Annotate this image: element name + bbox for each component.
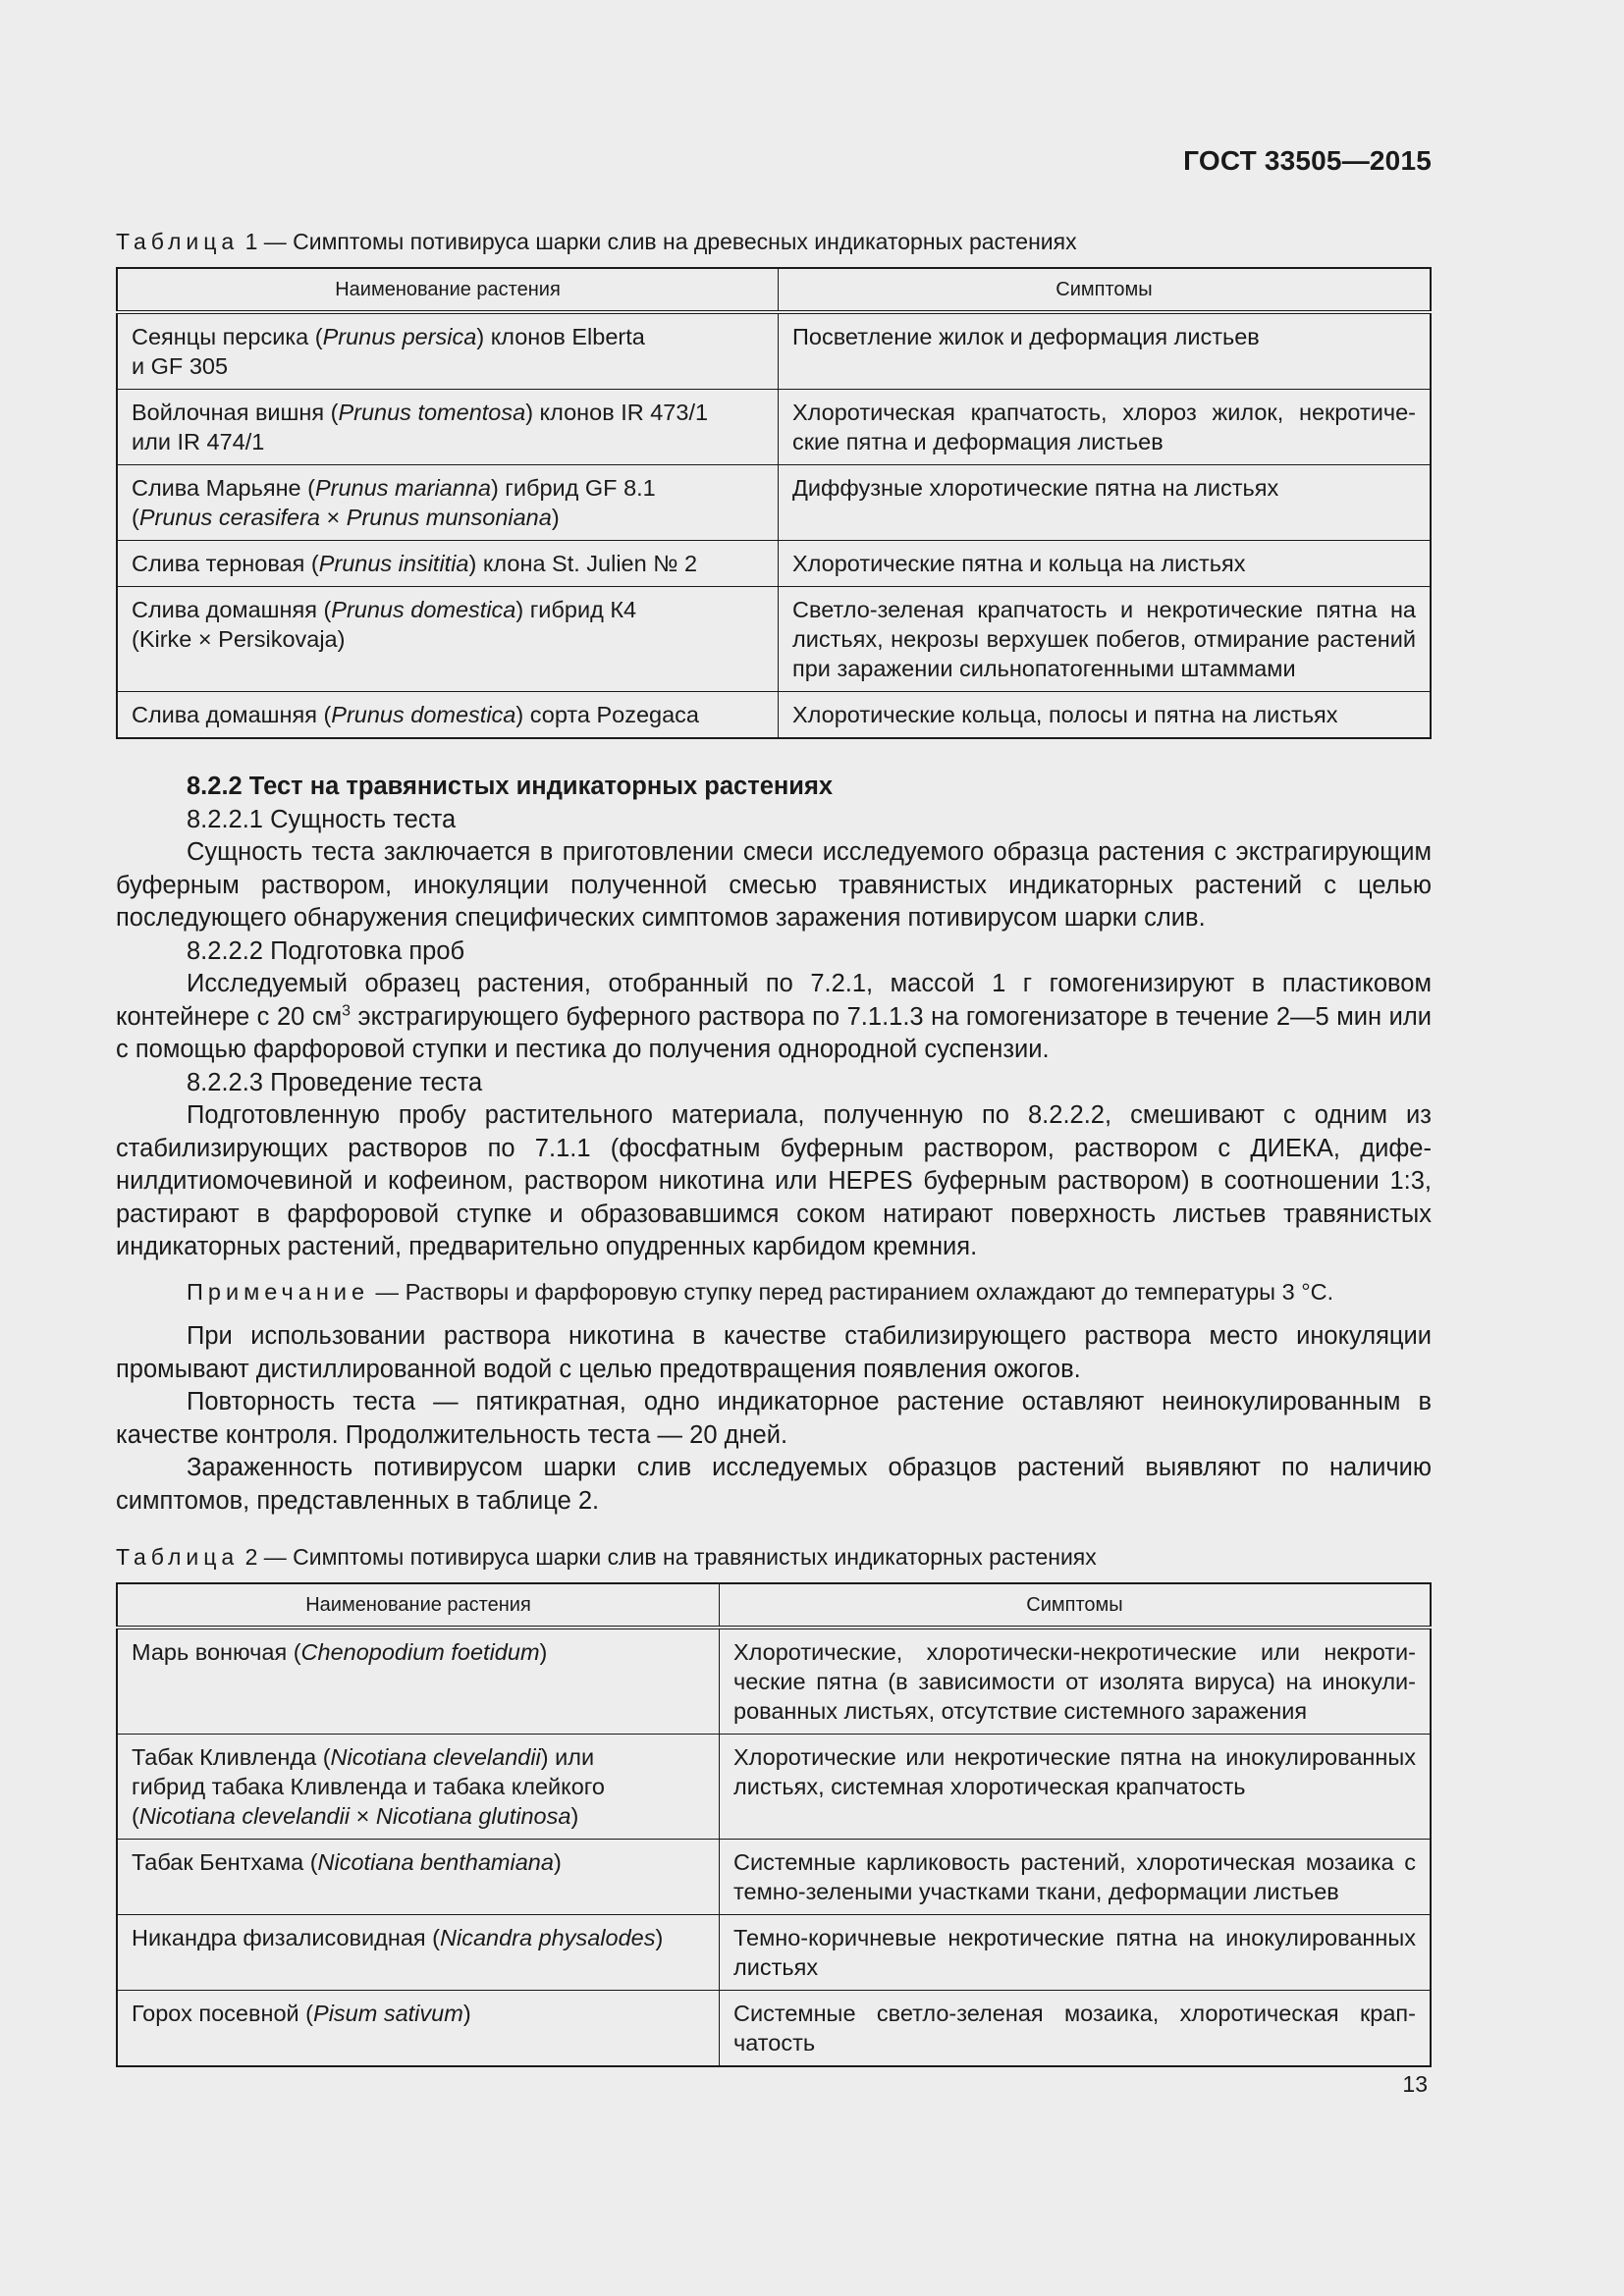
table2-cell-plant: Табак Кливленда (Nicotiana clevelandii) или гибрид табака Кливленда и табака клейкого (Nicotiana clevelandii × Nicotiana glutinosa) [117, 1735, 720, 1840]
paragraph-repeat: Повторность теста — пятикратная, одно индикаторное растение оставляют неинокулированным в качестве контроля. Продолжительность теста — 20 дней. [116, 1388, 1432, 1449]
table1-header-symptoms: Симптомы [779, 268, 1432, 312]
table2-row [117, 1991, 1431, 2067]
table2-cell-symptoms: Хлоротические, хлоротически-некротические или некротические пятна (в зависимости от изолята вируса) на инокулированных листьях, отсутствие системного заражения [720, 1628, 1432, 1735]
paragraph-infection: Зараженность потивирусом шарки слив исследуемых образцов растений выявляют по наличию симптомов, представленных в таблице 2. [116, 1454, 1432, 1515]
table1-cell-symptoms: Хлоротические пятна и кольца на листьях [779, 541, 1432, 587]
table2-row [117, 1840, 1431, 1915]
table2-block [116, 1543, 1432, 2067]
paragraph-conduct: Подготовленную пробу растительного материала, полученную по 8.2.2.2, смешивают с одним из стабилизирующих растворов по 7.1.1 (фосфатным буферным раствором, раствором с ДИЕКА, дифенилдитиомочевиной и кофеином, раствором никотина или HEPES буферным раствором) в соотношении 1:3, растирают в фарфоровой ступке и образовавшимся соком натирают поверхность листьев травянистых индикаторных растений, предварительно опудренных карбидом кремния. [116, 1101, 1432, 1260]
table2-header-symptoms: Симптомы [720, 1583, 1432, 1628]
table2 [116, 1582, 1432, 2067]
table1-cell-plant: Слива домашняя (Prunus domestica) сорта Pozegaca [117, 692, 779, 739]
table1-cell-plant: Слива Марьяне (Prunus marianna) гибрид GF 8.1 (Prunus cerasifera × Prunus munsoniana) [117, 465, 779, 541]
table1-row [117, 692, 1431, 739]
superscript-3: 3 [342, 1002, 352, 1019]
table1-row [117, 465, 1431, 541]
paragraph-preparation-part1: Исследуемый образец растения, отобранный по 7.2.1, массой 1 г гомогенизируют в пластиковом контейнере с 20 см [116, 970, 1432, 1031]
table1 [116, 267, 1432, 739]
heading-8-2-2: 8.2.2 Тест на травянистых индикаторных растениях [187, 773, 834, 800]
table2-row [117, 1735, 1431, 1840]
table2-cell-symptoms: Системные светло-зеленая мозаика, хлоротическая крапчатость [720, 1991, 1432, 2067]
table1-row [117, 390, 1431, 465]
table2-cell-symptoms: Темно-коричневые некротические пятна на инокулированных листьях [720, 1915, 1432, 1991]
table1-header-plant: Наименование растения [117, 268, 779, 312]
table1-row [117, 541, 1431, 587]
paragraph-preparation [116, 968, 1432, 1067]
table2-caption-label: Таблица [116, 1544, 240, 1570]
document-code: ГОСТ 33505—2015 [1183, 145, 1432, 176]
table1-cell-symptoms: Посветление жилок и деформация листьев [779, 312, 1432, 390]
paragraph-essence: Сущность теста заключается в приготовлении смеси исследуемого образца растения с экстрагирующим буферным раствором, инокуляции полученной смесью травянистых индикаторных растений с целью последующего обнаружения специфических симптомов заражения потивирусом шарки слив. [116, 838, 1432, 932]
table1-caption-label: Таблица [116, 229, 240, 254]
table1-cell-plant: Сеянцы персика (Prunus persica) клонов Elberta и GF 305 [117, 312, 779, 390]
paragraph-nicotine: При использовании раствора никотина в качестве стабилизирующего раствора место инокуляции промывают дистиллированной водой с целью предотвращения появления ожогов. [116, 1322, 1432, 1383]
table1-cell-symptoms: Диффузные хлоротические пятна на листьях [779, 465, 1432, 541]
table1-row [117, 587, 1431, 692]
table2-cell-plant: Марь вонючая (Chenopodium foetidum) [117, 1628, 720, 1735]
table2-cell-plant: Табак Бентхама (Nicotiana benthamiana) [117, 1840, 720, 1915]
table2-header-plant: Наименование растения [117, 1583, 720, 1628]
heading-8-2-2-1: 8.2.2.1 Сущность теста [187, 805, 457, 833]
note [116, 1276, 1432, 1309]
page-number: 13 [1402, 2071, 1428, 2097]
table1-caption-text: 1 — Симптомы потивируса шарки слив на древесных индикаторных растениях [239, 229, 1077, 254]
table2-row [117, 1628, 1431, 1735]
table1-cell-symptoms: Хлоротические кольца, полосы и пятна на листьях [779, 692, 1432, 739]
table2-cell-symptoms: Системные карликовость растений, хлоротическая мозаика с темно-зелеными участками ткани, деформации листьев [720, 1840, 1432, 1915]
table1-cell-plant: Войлочная вишня (Prunus tomentosa) клонов IR 473/1 или IR 474/1 [117, 390, 779, 465]
table2-cell-plant: Никандра физалисовидная (Nicandra physalodes) [117, 1915, 720, 1991]
heading-8-2-2-3: 8.2.2.3 Проведение теста [187, 1068, 483, 1096]
table1-cell-symptoms: Хлоротическая крапчатость, хлороз жилок, некротические пятна и деформация листьев [779, 390, 1432, 465]
table1-caption [116, 228, 1432, 255]
table2-caption-text: 2 — Симптомы потивируса шарки слив на травянистых индикаторных растениях [239, 1544, 1097, 1570]
note-label: Примечание [187, 1278, 370, 1305]
table1-cell-plant: Слива терновая (Prunus insititia) клона St. Julien № 2 [117, 541, 779, 587]
note-text: — Растворы и фарфоровую ступку перед растиранием охлаждают до температуры 3 °С. [369, 1278, 1334, 1305]
table1-cell-symptoms: Светло-зеленая крапчатость и некротические пятна на листьях, некрозы верхушек побегов, отмирание растений при заражении сильнопатогенными штаммами [779, 587, 1432, 692]
table2-cell-plant: Горох посевной (Pisum sativum) [117, 1991, 720, 2067]
section-8-2-2 [116, 771, 1432, 1518]
table2-cell-symptoms: Хлоротические или некротические пятна на инокулированных листьях, системная хлоротическая крапчатость [720, 1735, 1432, 1840]
table1-cell-plant: Слива домашняя (Prunus domestica) гибрид К4 (Kirke × Persikovaja) [117, 587, 779, 692]
table1-block [116, 228, 1432, 739]
table2-caption [116, 1543, 1432, 1571]
table1-row [117, 312, 1431, 390]
paragraph-preparation-part2: экстрагирующего буферного раствора по 7.1.1.3 на гомогенизаторе в течение 2—5 мин или с помощью фарфоровой ступки и пестика до получения однородной суспензии. [116, 1002, 1432, 1063]
heading-8-2-2-2: 8.2.2.2 Подготовка проб [187, 936, 465, 965]
table2-row [117, 1915, 1431, 1991]
